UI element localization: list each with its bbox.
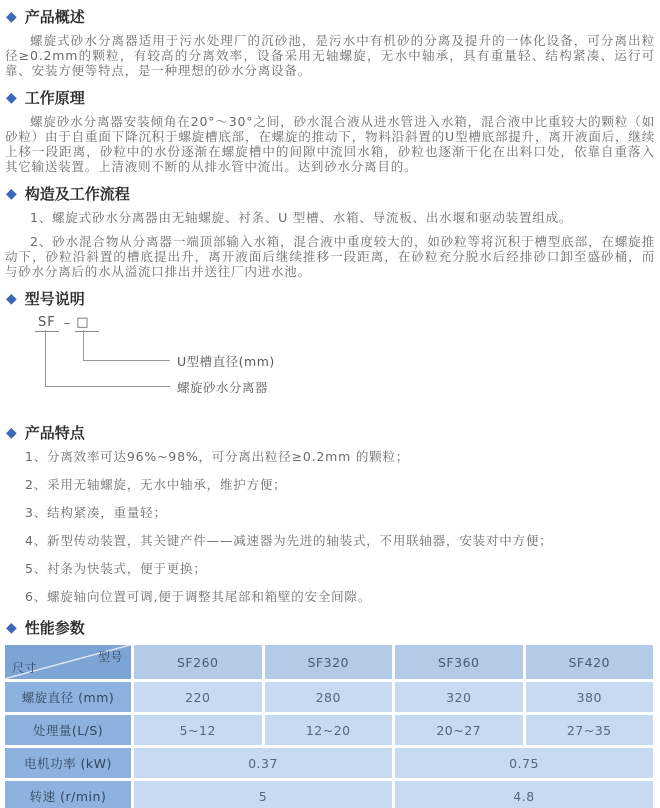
model-code-dash: – [63,316,71,331]
structure-item-1: 1、螺旋式砂水分离器由无轴螺旋、衬条、U 型槽、水箱、导流板、出水堰和驱动装置组成。 [30,210,573,225]
section-heading-parameters [6,617,655,638]
table-value: 0.37 [134,748,392,778]
table-value: 4.8 [395,781,653,808]
row-label-diameter: 螺旋直径 (mm) [5,682,131,712]
table-value: 320 [395,682,523,712]
feature-item-1: 1、分离效率可达96%~98%，可分离出粒径≥0.2mm 的颗粒； [25,449,410,464]
corner-label-model: 型号 [97,650,123,664]
feature-item-2: 2、采用无轴螺旋，无水中轴承，维护方便； [25,477,287,492]
section-title-overview: 产品概述 [24,8,85,26]
row-label-rotation-speed: 转速 (r/min) [5,781,131,808]
table-value: 12~20 [265,715,393,745]
model-code-prefix: SF [35,315,59,332]
table-value: 380 [526,682,654,712]
table-header-model: SF420 [526,645,654,679]
principle-paragraph: 螺旋砂水分离器安装倾角在20°～30°之间，砂水混合液从进水管进入水箱，混合液中比重较大的颗粒（如砂粒）由于自重面下降沉积于螺旋槽底部，在螺旋的推动下，物料沿斜置的U型槽底部提升，离开液面后，继续上移一段距离，砂粒中的水份逐渐在螺旋槽中的间隙中流回水箱，砂粒也逐渐干化在出料口处，依靠自重落入其它输送装置。上清液则不断的从排水管中流出。达到砂水分离目的。 [5,114,655,174]
table-header-model: SF260 [134,645,262,679]
model-label-diameter: U型槽直径(mm) [177,354,275,369]
diamond-icon: ◆ [6,424,17,441]
section-title-principle: 工作原理 [24,89,85,107]
table-value: 0.75 [395,748,653,778]
table-header-model: SF360 [395,645,523,679]
diamond-icon: ◆ [6,619,17,636]
table-value: 5 [134,781,392,808]
diamond-icon: ◆ [6,89,17,106]
section-title-parameters: 性能参数 [24,619,85,637]
section-heading-features [6,422,655,443]
feature-item-6: 6、螺旋轴向位置可调,便于调整其尾部和箱壁的安全间隙。 [25,589,372,604]
corner-label-size: 尺寸 [12,661,38,675]
performance-table [5,645,653,808]
table-value: 20~27 [395,715,523,745]
diamond-icon: ◆ [6,185,17,202]
diamond-icon: ◆ [6,290,17,307]
table-value: 280 [265,682,393,712]
section-heading-structure [6,183,655,204]
table-value: 27~35 [526,715,654,745]
section-heading-principle [6,87,655,108]
table-header-model: SF320 [265,645,393,679]
section-heading-overview [6,6,655,27]
row-label-capacity: 处理量(L/S) [5,715,131,745]
table-value: 5~12 [134,715,262,745]
section-heading-model [6,288,655,309]
feature-item-3: 3、结构紧凑，重量轻； [25,505,167,520]
feature-item-5: 5、衬条为快装式，便于更换； [25,561,207,576]
model-placeholder-box: □ [76,315,89,330]
table-corner-cell [5,645,131,679]
model-label-name: 螺旋砂水分离器 [177,380,269,395]
section-title-model: 型号说明 [24,290,85,308]
overview-paragraph: 螺旋式砂水分离器适用于污水处理厂的沉砂池，是污水中有机砂的分离及提升的一体化设备，可分离出粒径≥0.2mm的颗粒，有较高的分离效率，设备采用无轴螺旋，无水中轴承，具有重量轻、结构紧凑、运行可靠、安装方便等特点，是一种理想的砂水分离设备。 [5,33,655,78]
structure-item-2: 2、砂水混合物从分离器一端顶部输入水箱，混合液中重度较大的，如砂粒等将沉积于槽型底部，在螺旋推动下，砂粒沿斜置的槽底提出升，离开液面后继续推移一段距离，在砂粒充分脱水后经排砂口卸至盛砂桶，而与砂水分离后的水从溢流口排出并送往厂内进水池。 [5,234,655,279]
row-label-motor-power: 电机功率 (kW) [5,748,131,778]
feature-item-4: 4、新型传动装置，其关键产件——减速器为先进的轴装式，不用联轴器，安装对中方便； [25,533,553,548]
section-title-structure: 构造及工作流程 [24,185,130,203]
connector-line-name [45,330,170,387]
model-designation-diagram [35,315,655,413]
section-title-features: 产品特点 [24,424,85,442]
table-value: 220 [134,682,262,712]
diamond-icon: ◆ [6,8,17,25]
